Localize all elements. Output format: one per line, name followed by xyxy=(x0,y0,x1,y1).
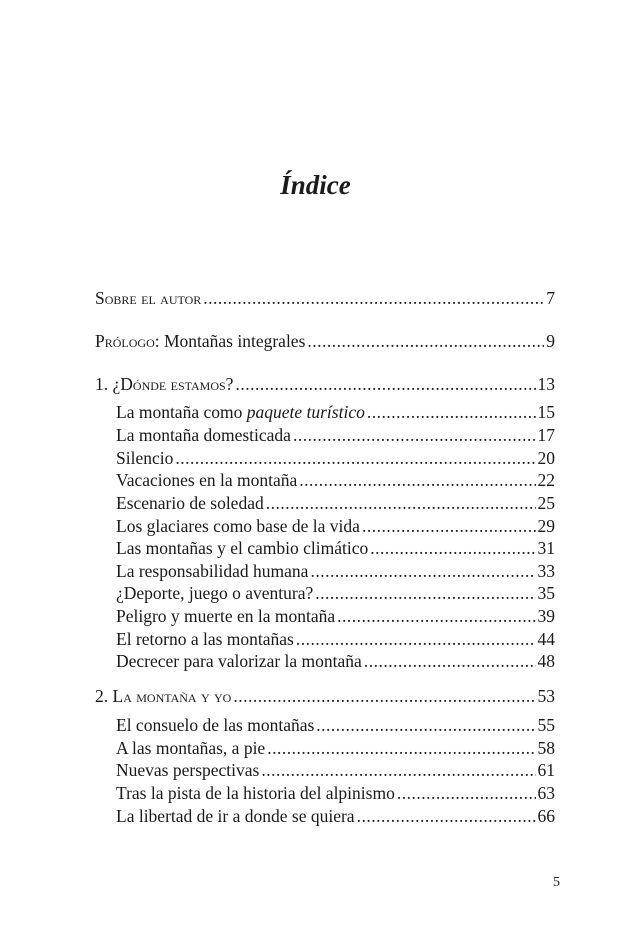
dot-leader xyxy=(370,537,535,559)
toc-entry-page: 29 xyxy=(537,516,555,536)
toc-subentry xyxy=(116,650,555,672)
toc-entry-page: 33 xyxy=(537,561,555,581)
toc-subentry xyxy=(116,714,555,736)
toc-entry-page: 39 xyxy=(537,606,555,626)
toc-entry-page: 44 xyxy=(537,629,555,649)
toc-entry-label-rest: : Montañas integrales xyxy=(154,331,306,351)
toc-subentry xyxy=(116,515,555,537)
toc-entry-label-prefix: Prólogo xyxy=(95,331,155,351)
toc-entry-page: 63 xyxy=(537,783,555,803)
toc-chapter-2 xyxy=(95,685,555,707)
toc-entry-page: 15 xyxy=(537,402,555,422)
toc-subentry xyxy=(116,447,555,469)
chapter-number: 1. xyxy=(95,374,113,394)
toc-entry-label: Decrecer para valorizar la montaña xyxy=(116,651,362,671)
dot-leader xyxy=(367,401,536,423)
toc-entry-page: 61 xyxy=(537,760,555,780)
toc-entry-page: 35 xyxy=(537,583,555,603)
toc-subentry xyxy=(116,492,555,514)
toc-subentry xyxy=(116,582,555,604)
chapter-title: La montaña y yo xyxy=(112,686,232,706)
dot-leader xyxy=(364,650,536,672)
dot-leader xyxy=(362,515,536,537)
toc-entry-page: 25 xyxy=(537,493,555,513)
toc-entry-label: Los glaciares como base de la vida xyxy=(116,516,360,536)
toc-entry-label: El retorno a las montañas xyxy=(116,629,294,649)
toc-subentry xyxy=(116,628,555,650)
dot-leader xyxy=(266,492,536,514)
toc-entry-page: 48 xyxy=(537,651,555,671)
toc-subentry xyxy=(116,605,555,627)
toc-subentry xyxy=(116,469,555,491)
dot-leader xyxy=(296,628,536,650)
toc-entry-label-start: La montaña como xyxy=(116,402,247,422)
toc-entry-label xyxy=(95,685,231,707)
toc-entry-label: ¿Deporte, juego o aventura? xyxy=(116,583,314,603)
toc-entry-label xyxy=(95,330,305,352)
toc-entry-label: La responsabilidad humana xyxy=(116,561,309,581)
toc-entry-page: 9 xyxy=(546,331,555,351)
dot-leader xyxy=(316,714,535,736)
toc-entry-page: 58 xyxy=(537,738,555,758)
toc-subentry xyxy=(116,782,555,804)
dot-leader xyxy=(267,737,535,759)
dot-leader xyxy=(310,560,535,582)
toc-subentry xyxy=(116,560,555,582)
dot-leader xyxy=(235,373,535,395)
dot-leader xyxy=(293,424,536,446)
toc-subentry xyxy=(116,424,555,446)
toc-entry-page: 31 xyxy=(537,538,555,558)
toc-entry-label: Vacaciones en la montaña xyxy=(116,470,298,490)
toc-entry-page: 7 xyxy=(546,288,555,308)
toc-entry-page: 20 xyxy=(537,448,555,468)
toc-entry-label: La montaña domesticada xyxy=(116,425,291,445)
toc-entry-page: 53 xyxy=(537,686,555,706)
toc-entry-label: Las montañas y el cambio climático xyxy=(116,538,369,558)
toc-entry-label: El consuelo de las montañas xyxy=(116,715,315,735)
page-number: 5 xyxy=(553,875,560,890)
dot-leader xyxy=(261,759,535,781)
toc-entry-label: Sobre el autor xyxy=(95,288,202,308)
toc-entry-label: Silencio xyxy=(116,448,174,468)
toc-entry-label-italic: paquete turístico xyxy=(246,402,365,422)
dot-leader xyxy=(175,447,535,469)
toc-entry-page: 22 xyxy=(537,470,555,490)
toc-entry-page: 17 xyxy=(537,425,555,445)
page-title: Índice xyxy=(280,170,351,200)
toc-entry-label: La libertad de ir a donde se quiera xyxy=(116,806,355,826)
dot-leader xyxy=(299,469,535,491)
toc-subentry xyxy=(116,737,555,759)
toc-entry-label: Peligro y muerte en la montaña xyxy=(116,606,336,626)
toc-entry-label xyxy=(95,373,233,395)
toc-chapter-1 xyxy=(95,373,555,395)
toc-entry-label: Tras la pista de la historia del alpinismo xyxy=(116,783,395,803)
dot-leader xyxy=(357,805,536,827)
chapter-title: ¿Dónde estamos? xyxy=(112,374,234,394)
dot-leader xyxy=(307,330,544,352)
toc-entry-page: 55 xyxy=(537,715,555,735)
toc-entry-label: A las montañas, a pie xyxy=(116,738,266,758)
dot-leader xyxy=(397,782,536,804)
dot-leader xyxy=(337,605,535,627)
chapter-number: 2. xyxy=(95,686,113,706)
toc-subentry xyxy=(116,805,555,827)
toc-entry-page: 66 xyxy=(537,806,555,826)
toc-subentry xyxy=(116,759,555,781)
toc-entry-sobre-el-autor xyxy=(95,287,555,309)
toc-entry-label xyxy=(116,401,365,423)
dot-leader xyxy=(315,582,535,604)
toc-entry-page: 13 xyxy=(537,374,555,394)
toc-entry-label: Escenario de soledad xyxy=(116,493,264,513)
toc-entry-prologo xyxy=(95,330,555,352)
toc-entry-label: Nuevas perspectivas xyxy=(116,760,260,780)
dot-leader xyxy=(233,685,535,707)
toc-subentry xyxy=(116,537,555,559)
dot-leader xyxy=(203,287,544,309)
toc-subentry xyxy=(116,401,555,423)
